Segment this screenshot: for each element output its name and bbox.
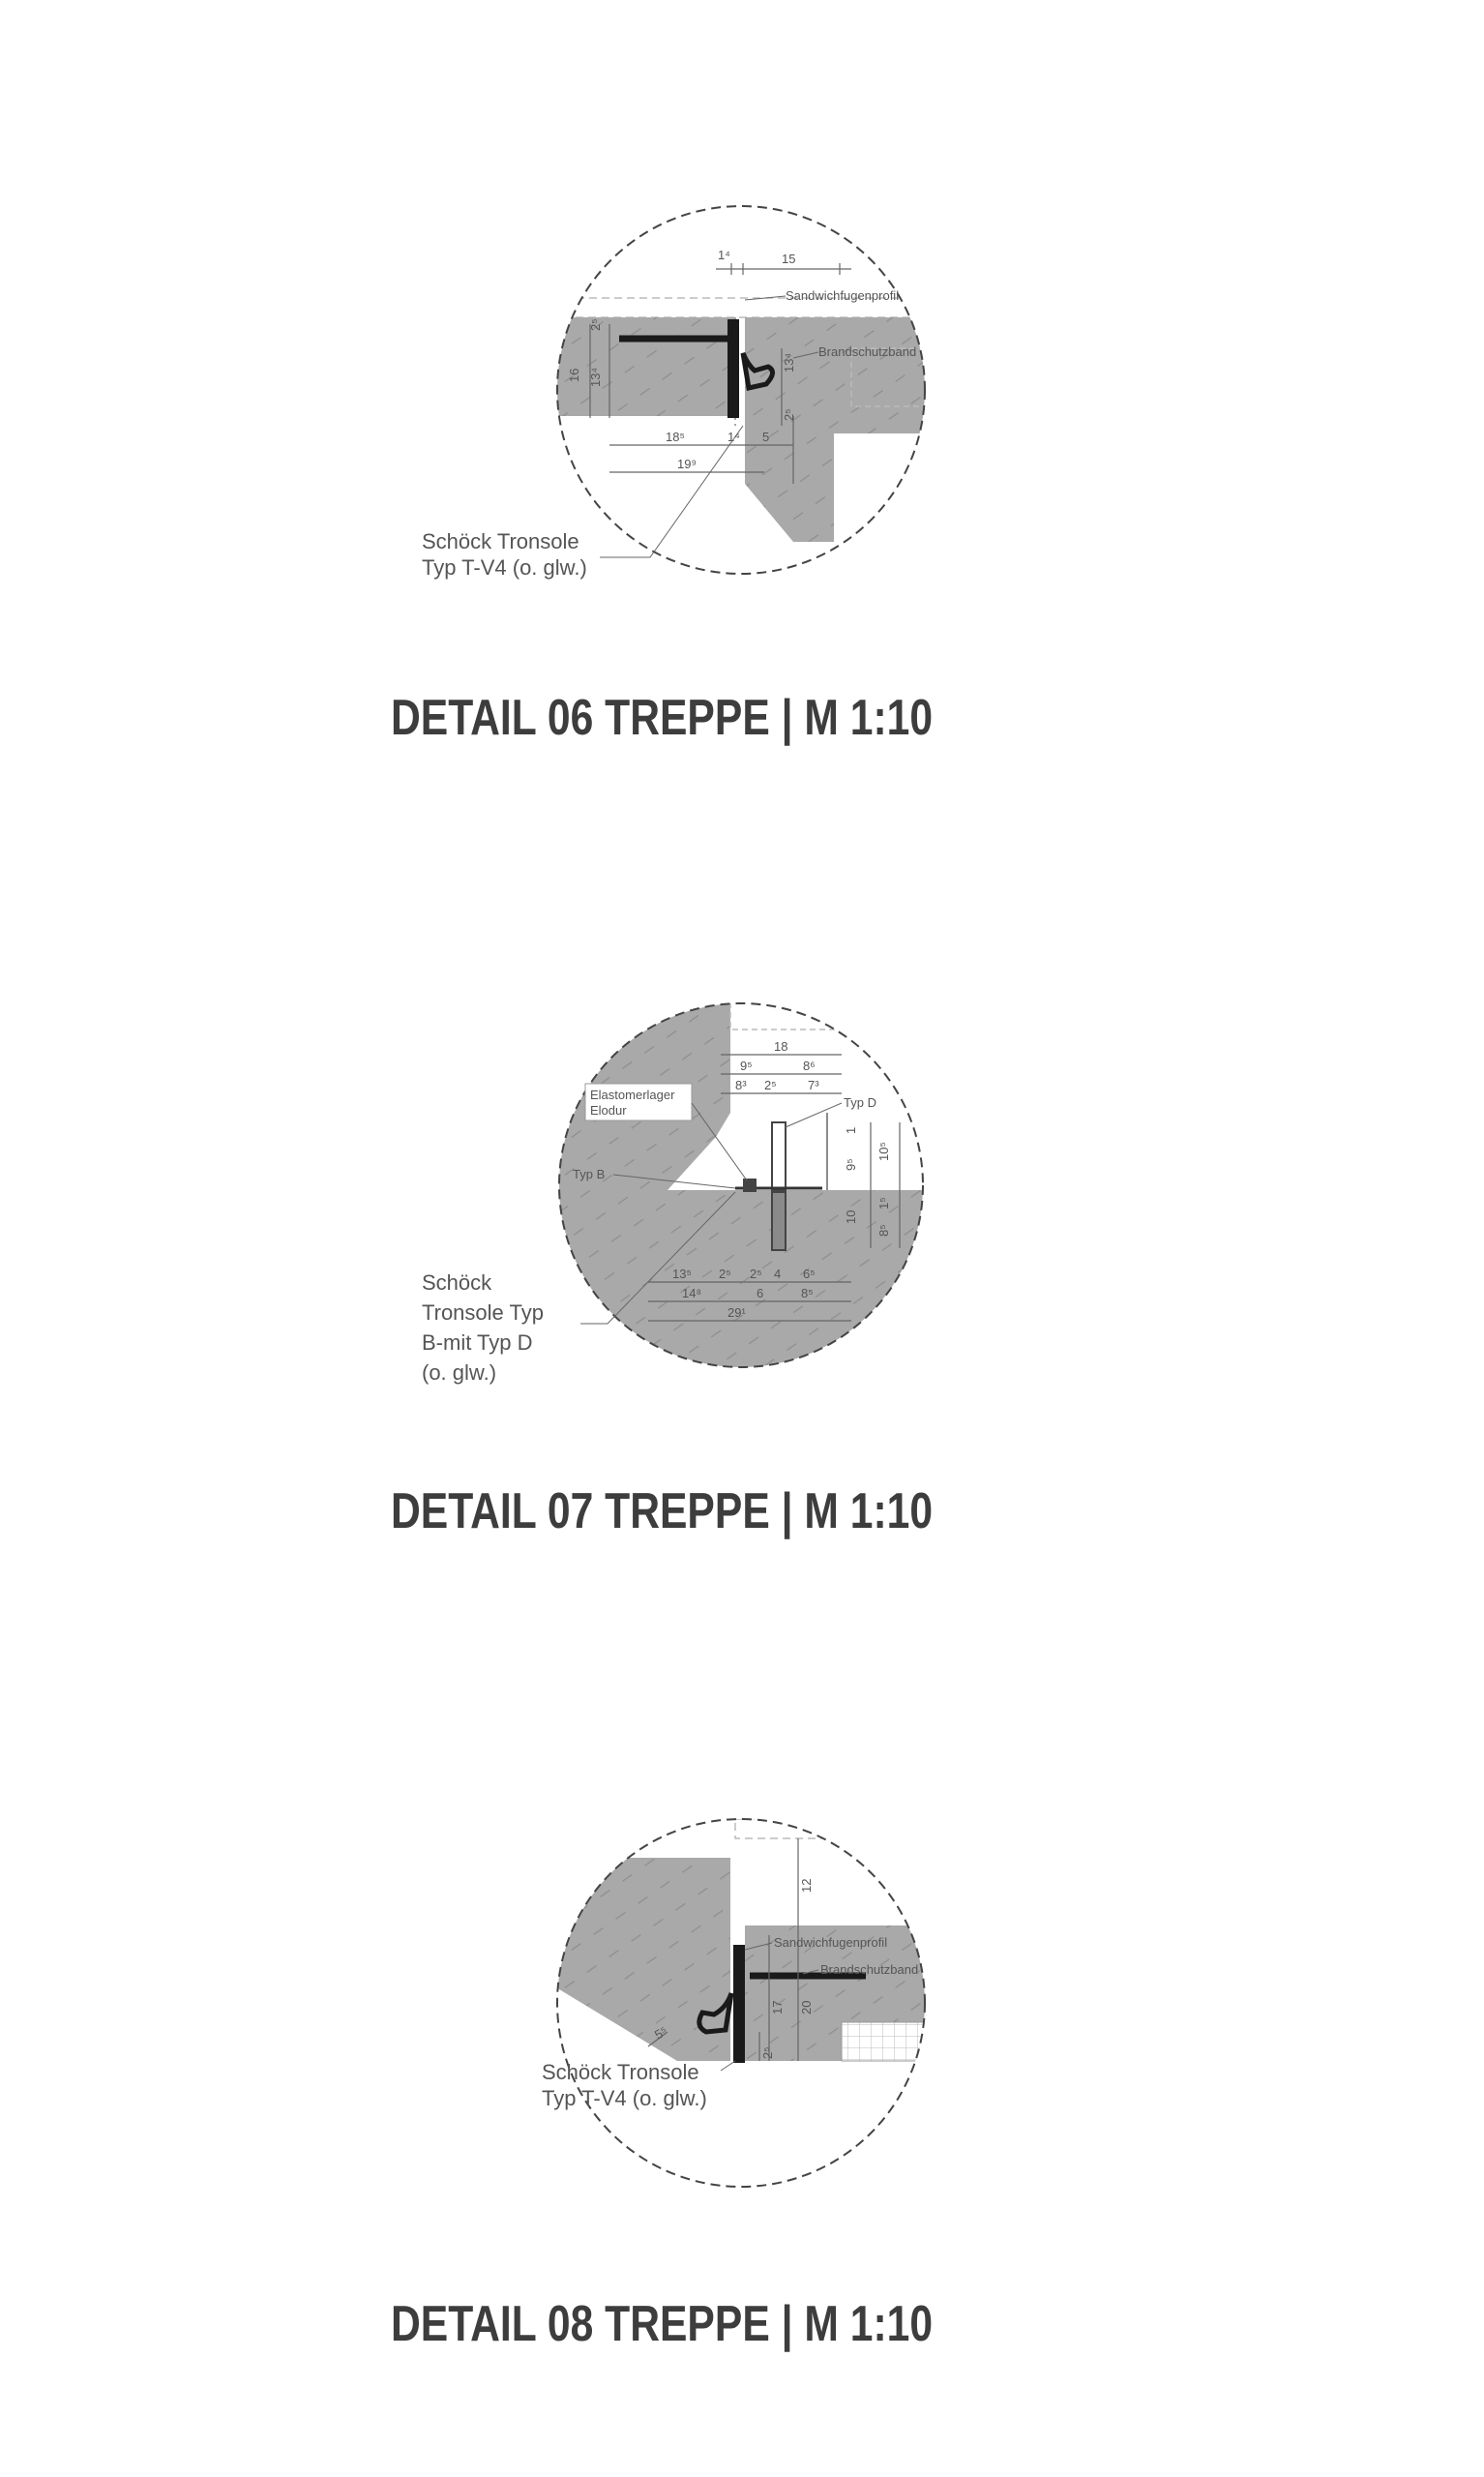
brandschutz-label: Brandschutzband <box>818 344 917 359</box>
detail-07 <box>0 793 1484 1606</box>
dim: 8⁵ <box>876 1224 891 1237</box>
detail-06-section <box>551 298 929 542</box>
dim: 13⁴ <box>782 352 796 373</box>
detail-06-title: DETAIL 06 TREPPE | M 1:10 <box>391 690 934 746</box>
dim: 29¹ <box>727 1305 746 1320</box>
landing-slab <box>551 317 735 416</box>
floor-finish <box>842 2022 948 2061</box>
dim: 20 <box>799 2000 814 2014</box>
detail-07-title: DETAIL 07 TREPPE | M 1:10 <box>391 1483 934 1539</box>
dim: 8⁵ <box>801 1286 814 1300</box>
dim: 7³ <box>808 1078 819 1092</box>
dim: 1⁴ <box>727 430 740 444</box>
callout-line: B-mit Typ D <box>422 1330 533 1355</box>
dim: 2⁵ <box>760 2046 775 2059</box>
dim: 2⁵ <box>782 408 796 421</box>
dim: 10 <box>844 1209 858 1224</box>
callout-line: Typ T-V4 (o. glw.) <box>422 555 587 580</box>
sandwich-label: Sandwichfugenprofil <box>786 288 900 303</box>
dim: 18⁵ <box>666 430 685 444</box>
callout-line: Schöck Tronsole <box>542 2060 699 2084</box>
elodur-label: Elodur <box>590 1103 627 1118</box>
detail-06 <box>0 0 1484 793</box>
dim: 16 <box>567 368 581 382</box>
detail-06-callout <box>422 528 587 581</box>
callout-line: Schöck Tronsole <box>422 529 579 553</box>
dim: 1⁵ <box>876 1197 891 1209</box>
brandschutz-label: Brandschutzband <box>820 1962 919 1977</box>
detail-07-callout <box>422 1268 544 1388</box>
typb-label: Typ B <box>573 1167 606 1181</box>
dim: 8³ <box>735 1078 747 1092</box>
detail-08-title: DETAIL 08 TREPPE | M 1:10 <box>391 2296 934 2352</box>
dim: 13⁵ <box>672 1267 692 1281</box>
dim: 9⁵ <box>844 1158 858 1171</box>
detail-08-callout <box>542 2059 707 2111</box>
dim: 2⁵ <box>588 318 603 331</box>
dim: 1⁴ <box>718 248 730 262</box>
dim: 10⁵ <box>876 1142 891 1161</box>
dim: 2⁵ <box>764 1078 777 1092</box>
dim: 9⁵ <box>740 1059 753 1073</box>
callout-line: Tronsole Typ <box>422 1300 544 1325</box>
dim: 2⁵ <box>719 1267 731 1281</box>
typd-label: Typ D <box>844 1095 876 1110</box>
dim: 19⁹ <box>677 457 697 471</box>
dim: 2⁵ <box>750 1267 762 1281</box>
dim: 13⁴ <box>588 367 603 387</box>
callout-line: (o. glw.) <box>422 1360 497 1385</box>
dim: 17 <box>770 2000 785 2014</box>
dim: 15 <box>782 252 796 266</box>
dim: 5 <box>762 430 770 444</box>
dim: 1 <box>844 1126 858 1134</box>
callout-line: Schöck <box>422 1270 492 1295</box>
dim: 14⁸ <box>682 1286 701 1300</box>
dim: 5⁵ <box>652 2023 670 2043</box>
floor-slab <box>542 1190 948 1384</box>
dim: 18 <box>774 1039 788 1054</box>
dim: 12 <box>799 1878 814 1893</box>
elastomer-label: Elastomerlager <box>590 1088 675 1102</box>
detail-06-drawing <box>0 0 1484 793</box>
dim: 4 <box>774 1267 782 1281</box>
dim: 6 <box>757 1286 764 1300</box>
detail-08 <box>0 1606 1484 2477</box>
dim: 6⁵ <box>803 1267 816 1281</box>
sandwich-label: Sandwichfugenprofil <box>774 1935 888 1950</box>
dim: 8⁶ <box>803 1059 816 1073</box>
callout-line: Typ T-V4 (o. glw.) <box>542 2086 707 2110</box>
